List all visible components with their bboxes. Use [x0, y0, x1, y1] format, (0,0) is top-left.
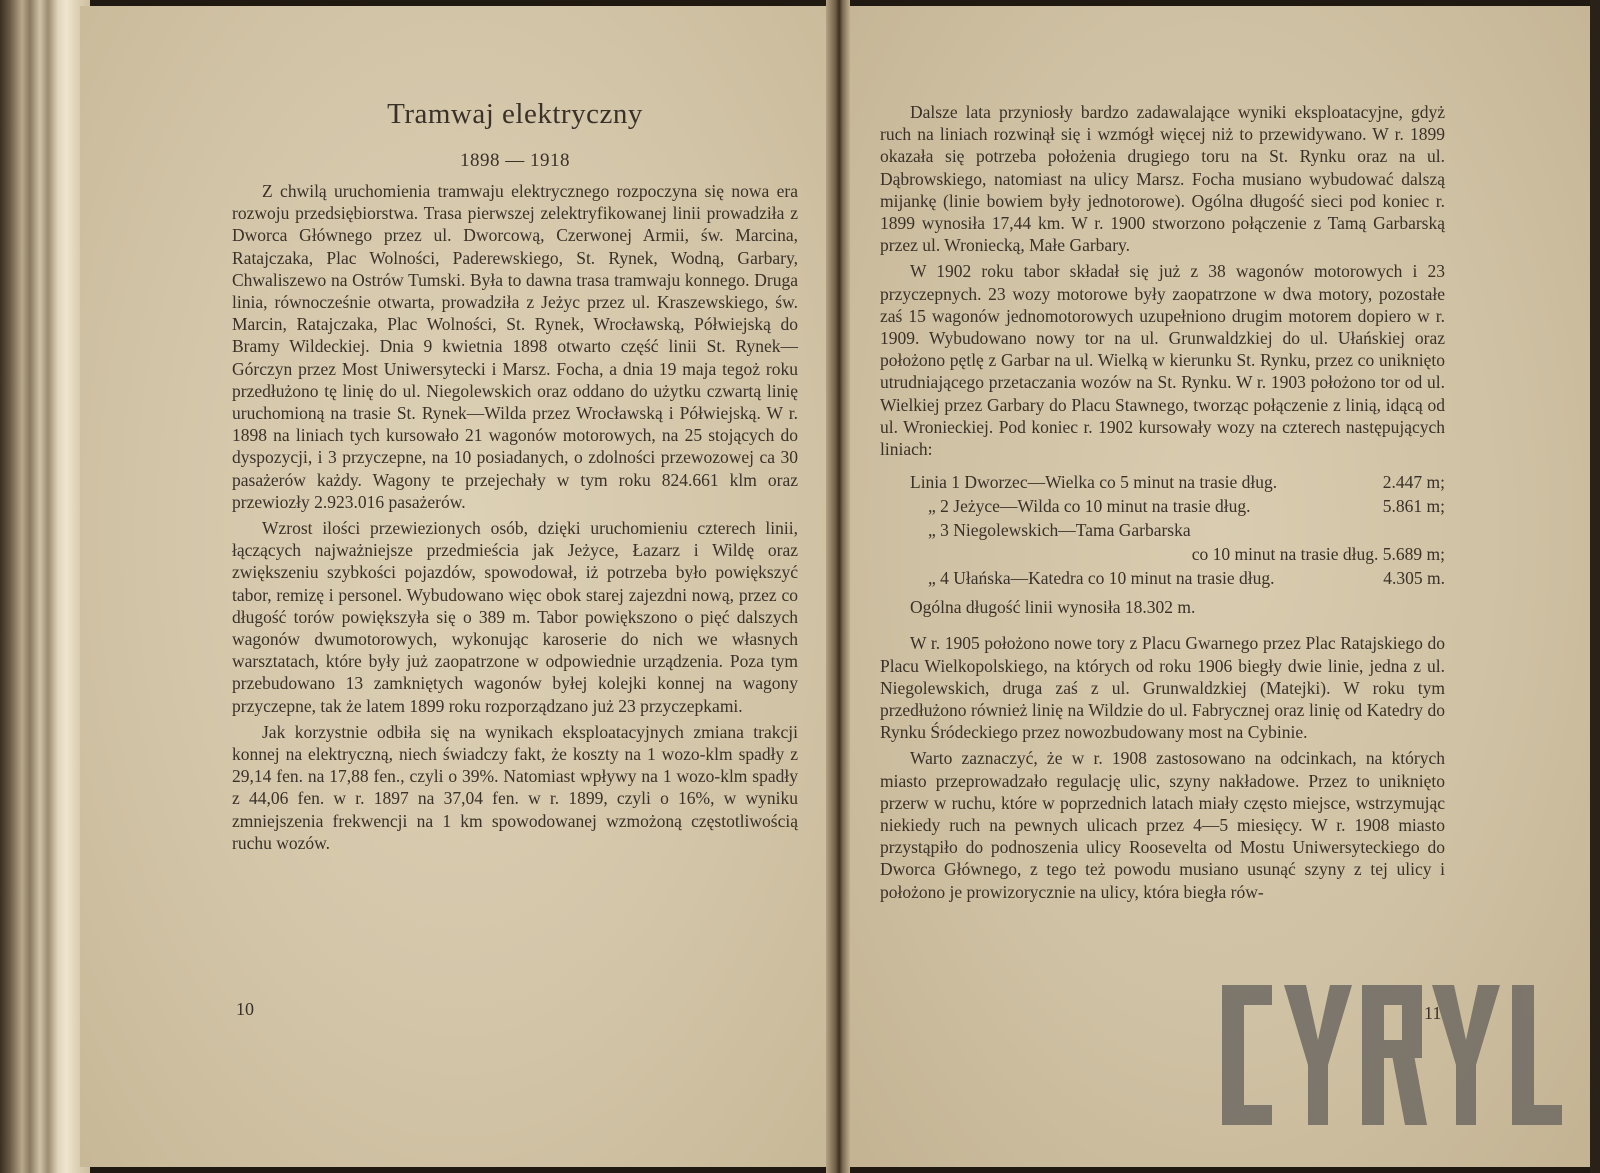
tram-line-row — [880, 494, 1445, 518]
tram-line-desc: „ 2 Jeżyce—Wilda co 10 minut na trasie dług. — [928, 496, 1251, 517]
tram-line-length: 4.305 m. — [1383, 568, 1445, 589]
tram-line-row — [880, 542, 1445, 566]
chapter-title: Tramwaj elektryczny — [387, 98, 643, 130]
tram-line-length: 2.447 m; — [1382, 472, 1445, 493]
tram-line-row — [880, 470, 1445, 494]
chapter-years: 1898 — 1918 — [460, 150, 570, 171]
tram-line-row — [880, 518, 1445, 542]
tram-lines-list — [880, 470, 1445, 590]
tram-line-desc: „ 3 Niegolewskich—Tama Garbarska — [928, 520, 1191, 541]
paragraph: Jak korzystnie odbiła się na wynikach eksploatacyjnych zmiana trakcji konnej na elektryczną, niech świadczy fakt, że koszty na 1 wozo-klm spadły z 29,14 fen. na 17,88 fen., czyli o 39%. Natomiast wpływy na 1 wozo-klm spadły z 44,06 fen. w r. 1897 na 37,04 fen. w r. 1899, czyli o 16%, w wyniku zmniejszenia frekwencji na 1 km spowodowanej wzmożoną częstotliwością ruchu wozów. — [232, 721, 798, 853]
paragraph: Dalsze lata przyniosły bardzo zadawalające wyniki eksploatacyjne, gdyż ruch na liniach rozwinął się i wzmógł więcej niż to przewidywano. W r. 1899 okazała się potrzeba położenia drugiego toru na St. Rynku oraz na ul. Dąbrowskiego, natomiast na ulicy Marsz. Focha musiano wybudować dalszą mijankę (linie bowiem były jednotorowe). Ogólna długość sieci pod koniec r. 1899 wynosiła 17,44 km. W r. 1900 stworzono połączenie z Tamą Garbarską przez ul. Wroniecką, Małe Garbary. — [880, 102, 1445, 256]
paragraph: Warto zaznaczyć, że w r. 1908 zastosowano na odcinkach, na których miasto przeprowadzało regulację ulic, szyny nakładowe. Przez to uniknięto przerw w ruchu, które w poprzednich latach miały często miejsce, wstrzymując niekiedy ruch na pewnych ulicach przez 4—5 miesięcy. W r. 1908 miasto przystąpiło do podnoszenia ulicy Roosevelta od Mostu Uniwersyteckiego do Dworca Głównego, z tego też powodu musiano usunąć szyny z tej ulicy i położono je prowizorycznie na ulicy, która biegła rów- — [880, 748, 1445, 902]
book-gutter — [826, 0, 850, 1173]
paragraph: W r. 1905 położono nowe tory z Placu Gwarnego przez Plac Ratajskiego do Placu Wielkopolskiego, na których od roku 1906 biegły dwie linie, jedna z ul. Niegolewskich, druga zaś z ul. Grunwaldzkiej (Matejki). W roku tym przedłużono również linię na Wildzie do ul. Fabrycznej oraz linię od Katedry do Rynku Śródeckiego przez nowozbudowany most na Cybinie. — [880, 633, 1445, 743]
tram-line-length: 5.861 m; — [1382, 496, 1445, 517]
tram-line-desc: „ 4 Ułańska—Katedra co 10 minut na trasie dług. — [928, 568, 1275, 589]
page-number-left: 10 — [236, 999, 254, 1019]
right-page-text — [880, 101, 1445, 903]
tram-line-length: co 10 minut na trasie dług. 5.689 m; — [1191, 544, 1445, 565]
tram-line-row — [880, 566, 1445, 590]
paragraph: Z chwilą uruchomienia tramwaju elektrycznego rozpoczyna się nowa era rozwoju przedsiębiorstwa. Trasa pierwszej zelektryfikowanej linii prowadziła z Dworca Głównego przez ul. Dworcową, Czerwonej Armii, św. Marcina, Ratajczaka, Plac Wolności, Paderewskiego, St. Rynek, Wodną, Garbary, Chwaliszewo na Ostrów Tumski. Była to dawna trasa tramwaju konnego. Druga linia, równocześnie otwarta, prowadziła z Jeżyc przez ul. Kraszewskiego, św. Marcin, Ratajczaka, Plac Wolności, St. Rynek, Wrocławską, Półwiejską do Bramy Wildeckiej. Dnia 9 kwietnia 1898 otwarto część linii St. Rynek—Górczyn przez Most Uniwersytecki i Marsz. Focha, a dnia 19 maja tegoż roku przedłużono tę linię do ul. Niegolewskich oraz oddano do użytku czwartą linię uruchomioną na trasie St. Rynek—Wilda przez Wrocławską i Półwiejską. W r. 1898 na liniach tych kursowało 21 wagonów motorowych, na 25 stojących do dyspozycji, i 3 przyczepne, na 10 posiadanych, o zdolności przewozowej ca 30 pasażerów każdy. Wagony te przejechały w tym roku 824.661 klm oraz przewiozły 2.923.016 pasażerów. — [232, 181, 798, 512]
page-edges — [0, 0, 90, 1173]
tram-line-desc: Linia 1 Dworzec—Wielka co 5 minut na trasie dług. — [910, 472, 1278, 493]
scan-border — [1590, 0, 1600, 1173]
cyryl-watermark-logo — [1222, 985, 1562, 1125]
total-length: Ogólna długość linii wynosiła 18.302 m. — [910, 597, 1196, 618]
paragraph: Wzrost ilości przewiezionych osób, dzięki uruchomieniu czterech linii, łączących najważniejsze przedmieścia jak Jeżyce, Łazarz i Wildę oraz zwiększeniu szybkości pojazdów, spowodował, iż potrzeba było powiększyć tabor, remizę i personel. Wybudowano więc obok starej zajezdni nową, przez co długość torów powiększyła się o 389 m. Tabor powiększono o pięć dalszych wagonów dwumotorowych, wykonując karoserie do nich we własnych warsztatach, które były już zaopatrzone w odpowiednie urządzenia. Poza tym przebudowano 13 zamkniętych wagonów byłej kolejki konnej na wagony przyczepne, tak że latem 1899 roku rozporządzano już 23 przyczepkami. — [232, 518, 798, 716]
left-page-text — [232, 180, 798, 854]
page-number-right: 11 — [1424, 1003, 1442, 1023]
paragraph: W 1902 roku tabor składał się już z 38 wagonów motorowych i 23 przyczepnych. 23 wozy motorowe były zaopatrzone w dwa motory, pozostałe zaś 15 wagonów jednomotorowych uzupełniono drugim motorem dopiero w r. 1909. Wybudowano nowy tor na ul. Grunwaldzkiej do ul. Ułańskiej oraz położono pętlę z Garbar na ul. Wielką w kierunku St. Rynku, przez co uniknięto utrudniającego przetaczania wozów na St. Rynku. W r. 1903 położono tor od ul. Wielkiej przez Garbary do Placu Stawnego, tworząc połączenie z linią, idącą od ul. Wronieckiej. Pod koniec r. 1902 kursowały wozy na czterech następujących liniach: — [880, 261, 1445, 460]
